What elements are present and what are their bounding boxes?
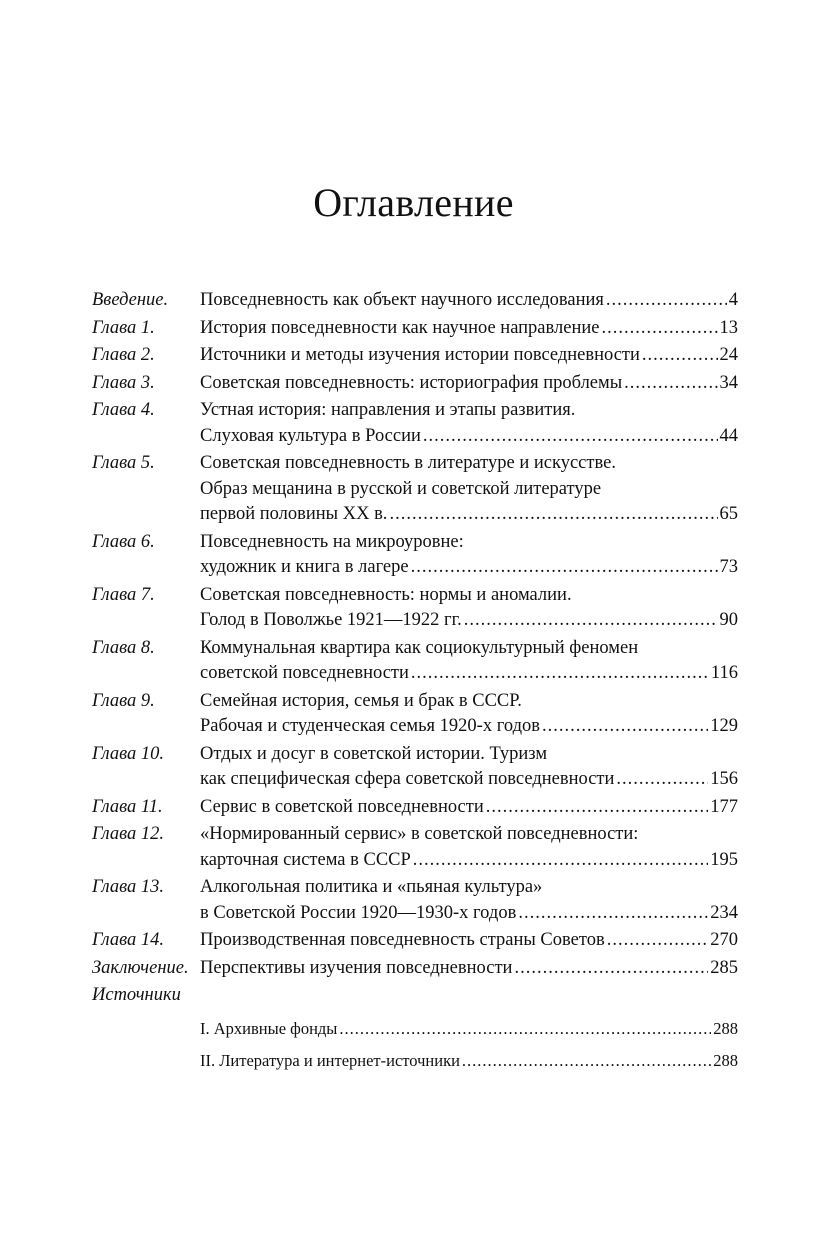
title-last-line <box>200 608 738 634</box>
dot-leader <box>411 555 718 581</box>
chapter-title <box>200 288 738 314</box>
dot-leader <box>389 502 717 528</box>
chapter-title <box>200 316 738 342</box>
title-line: «Нормированный сервис» в советской повседневности: <box>200 824 639 844</box>
dot-leader <box>486 795 708 821</box>
toc-entry[interactable] <box>92 636 738 687</box>
toc-entry[interactable] <box>92 530 738 581</box>
page-number: 270 <box>710 930 738 950</box>
title-last-line <box>200 502 738 528</box>
dot-leader <box>518 901 708 927</box>
chapter-title <box>200 742 738 793</box>
toc-entry[interactable] <box>92 689 738 740</box>
chapter-label: Глава 2. <box>92 345 155 365</box>
dot-leader <box>542 714 708 740</box>
page-title: Оглавление <box>313 179 514 225</box>
source-title: I. Архивные фонды <box>200 1018 338 1038</box>
title-last-line <box>200 343 738 369</box>
title-line: Советская повседневность в литературе и искусстве. <box>200 453 616 473</box>
title-line: Производственная повседневность страны Советов <box>200 930 605 950</box>
title-line: Советская повседневность: историография проблемы <box>200 372 623 393</box>
title-line: советской повседневности <box>200 663 409 683</box>
chapter-title <box>200 451 738 528</box>
title-line: Источники и методы изучения истории повседневности <box>200 345 640 365</box>
chapter-label: Введение. <box>92 290 169 310</box>
title-last-line <box>200 424 738 450</box>
toc-entry[interactable] <box>92 795 738 821</box>
dot-leader <box>514 956 708 982</box>
title-last-line <box>200 928 738 954</box>
chapter-title <box>200 822 738 873</box>
page-number: 285 <box>710 957 738 978</box>
toc-entry[interactable] <box>92 583 738 634</box>
sources-heading-row <box>92 983 738 1009</box>
page-number: 288 <box>713 1051 738 1070</box>
page-number: 13 <box>719 317 738 338</box>
dot-leader <box>411 661 709 687</box>
title-line: художник и книга в лагере <box>200 557 409 577</box>
source-indent <box>92 1048 200 1074</box>
title-last-line <box>200 661 738 687</box>
chapter-label: Глава 9. <box>92 690 155 711</box>
toc-entry[interactable] <box>92 928 738 954</box>
page-number: 44 <box>719 425 738 446</box>
title-last-line <box>200 956 738 982</box>
chapter-label: Глава 6. <box>92 531 155 552</box>
chapter-title <box>200 928 738 954</box>
title-line: карточная система в СССР <box>200 849 411 870</box>
title-line: Повседневность на микроуровне: <box>200 531 464 552</box>
sources-spacer <box>200 983 738 1009</box>
title-line: Голод в Поволжье 1921—1922 гг. <box>200 610 462 630</box>
page-number: 177 <box>710 796 738 817</box>
chapter-title <box>200 343 738 369</box>
dot-leader <box>464 608 718 634</box>
page-number: 90 <box>719 610 738 630</box>
title-line: Устная история: направления и этапы развития. <box>200 400 576 420</box>
source-indent <box>92 1016 200 1042</box>
page-number: 4 <box>728 290 738 310</box>
title-line: История повседневности как научное направление <box>200 317 600 338</box>
chapter-label: Глава 1. <box>92 317 155 338</box>
page-number: 129 <box>710 716 738 736</box>
dot-leader <box>462 1048 711 1074</box>
source-entry[interactable] <box>92 1016 738 1042</box>
chapter-label: Глава 3. <box>92 372 155 393</box>
chapter-title <box>200 398 738 449</box>
title-last-line <box>200 714 738 740</box>
toc-entry[interactable] <box>92 288 738 314</box>
title-last-line <box>200 795 738 821</box>
dot-leader <box>339 1016 711 1042</box>
dot-leader <box>606 288 727 314</box>
chapter-label: Глава 7. <box>92 584 155 605</box>
page-number: 116 <box>710 663 738 683</box>
title-line: Советская повседневность: нормы и аномалии. <box>200 584 572 605</box>
toc-entry[interactable] <box>92 343 738 369</box>
source-entry[interactable] <box>92 1048 738 1074</box>
page-number: 24 <box>719 345 738 365</box>
dot-leader <box>624 371 717 397</box>
chapter-title <box>200 636 738 687</box>
chapter-title <box>200 795 738 821</box>
title-line: Алкогольная политика и «пьяная культура» <box>200 877 543 897</box>
title-last-line <box>200 288 738 314</box>
page-number: 234 <box>710 902 738 923</box>
title-line: первой половины XX в. <box>200 504 388 524</box>
chapter-label: Глава 11. <box>92 796 163 817</box>
dot-leader <box>642 343 718 369</box>
chapter-label: Глава 8. <box>92 637 155 658</box>
source-line <box>200 1048 738 1074</box>
chapter-label: Глава 4. <box>92 400 155 420</box>
chapter-label: Глава 14. <box>92 930 164 950</box>
chapter-label: Заключение. <box>92 957 189 978</box>
title-line: Повседневность как объект научного исследования <box>200 290 604 310</box>
chapter-title <box>200 371 738 397</box>
title-line: Рабочая и студенческая семья 1920-х годов <box>200 716 540 736</box>
toc-entry[interactable] <box>92 875 738 926</box>
source-title: II. Литература и интернет-источники <box>200 1051 460 1070</box>
chapter-label: Глава 10. <box>92 743 164 764</box>
title-line: как специфическая сфера советской повседневности <box>200 769 615 789</box>
title-line: Семейная история, семья и брак в СССР. <box>200 690 522 711</box>
title-last-line <box>200 901 738 927</box>
source-body <box>200 1016 738 1042</box>
page-number: 288 <box>713 1018 738 1038</box>
title-line: Коммунальная квартира как социокультурный феномен <box>200 637 639 658</box>
dot-leader <box>616 767 708 793</box>
chapter-title <box>200 689 738 740</box>
chapter-title <box>200 530 738 581</box>
sources-label: Источники <box>92 985 181 1005</box>
toc-entry[interactable] <box>92 371 738 397</box>
toc-entry[interactable] <box>92 742 738 793</box>
dot-leader <box>607 928 709 954</box>
title-last-line <box>200 848 738 874</box>
chapter-label: Глава 13. <box>92 877 164 897</box>
chapter-label: Глава 12. <box>92 824 164 844</box>
chapter-label: Глава 5. <box>92 453 155 473</box>
title-line: Отдых и досуг в советской истории. Туризм <box>200 743 548 764</box>
title-last-line <box>200 371 738 397</box>
page-number: 156 <box>710 769 738 789</box>
title-last-line <box>200 555 738 581</box>
toc-entry[interactable] <box>92 451 738 528</box>
dot-leader <box>413 848 708 874</box>
source-body <box>200 1048 738 1074</box>
chapter-title <box>200 875 738 926</box>
dot-leader <box>423 424 718 450</box>
toc-entry[interactable] <box>92 316 738 342</box>
page-number: 34 <box>719 372 738 393</box>
toc-entry[interactable] <box>92 398 738 449</box>
title-line: в Советской России 1920—1930-х годов <box>200 902 517 923</box>
toc-entry[interactable] <box>92 956 738 982</box>
table-of-contents <box>92 288 738 1074</box>
page-number: 73 <box>719 557 738 577</box>
title-line: Перспективы изучения повседневности <box>200 957 513 978</box>
toc-entry[interactable] <box>92 822 738 873</box>
chapter-title <box>200 956 738 982</box>
page-number: 195 <box>710 849 738 870</box>
title-line: Образ мещанина в русской и советской литературе <box>200 478 602 499</box>
page-number: 65 <box>719 504 738 524</box>
title-line: Сервис в советской повседневности <box>200 796 484 817</box>
title-line: Слуховая культура в России <box>200 425 421 446</box>
title-last-line <box>200 316 738 342</box>
source-line <box>200 1016 738 1042</box>
chapter-title <box>200 583 738 634</box>
dot-leader <box>601 316 717 342</box>
title-last-line <box>200 767 738 793</box>
